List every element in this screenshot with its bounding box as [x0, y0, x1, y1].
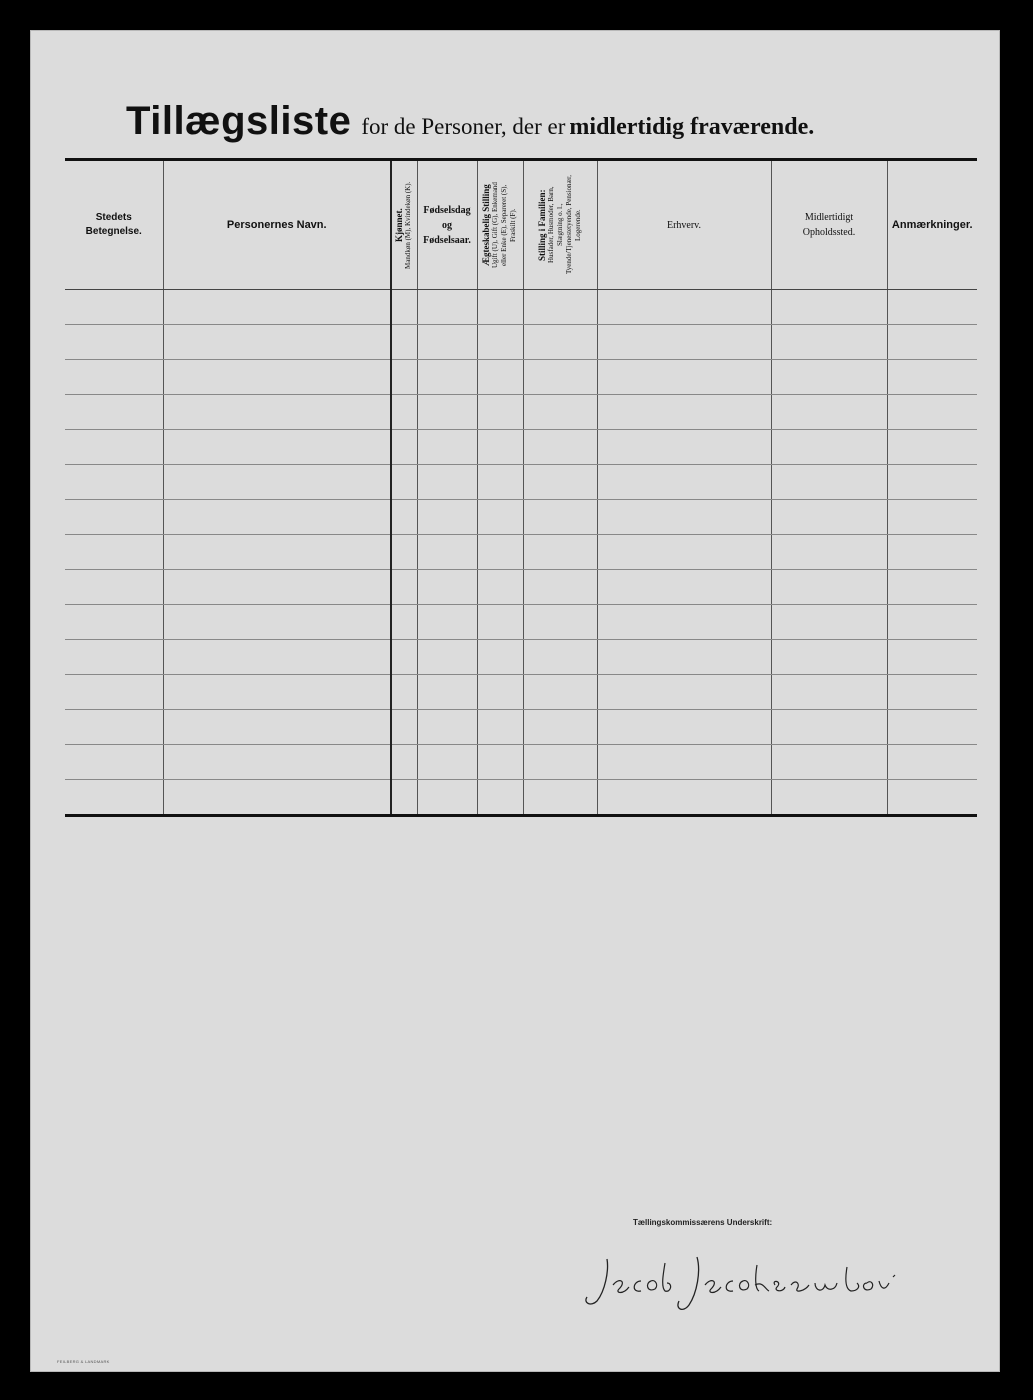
title-main: Tillægsliste [126, 99, 352, 143]
table-cell[interactable] [523, 640, 597, 675]
anm-label: Anmærkninger. [891, 219, 973, 231]
table-cell[interactable] [887, 465, 977, 500]
kjon-line2: Mandkøn (M), Kvindekøn (K). [404, 181, 413, 269]
table-cell[interactable] [887, 570, 977, 605]
table-cell[interactable] [417, 710, 477, 745]
table-cell[interactable] [417, 535, 477, 570]
aegteskab-line1: Ægteskabelig Stilling [481, 184, 491, 266]
table-cell[interactable] [597, 570, 771, 605]
table-row [65, 395, 977, 430]
table-cell[interactable] [391, 465, 417, 500]
table-cell[interactable] [65, 535, 163, 570]
title-end: midlertidig fraværende. [569, 114, 815, 140]
table-cell[interactable] [163, 570, 391, 605]
table-cell[interactable] [65, 465, 163, 500]
table-cell[interactable] [477, 710, 523, 745]
table-cell[interactable] [523, 325, 597, 360]
table-cell[interactable] [65, 500, 163, 535]
fodsel-line3: Fødselsaar. [423, 234, 471, 246]
table-row [65, 465, 977, 500]
col-header-navn [163, 160, 391, 290]
table-cell[interactable] [771, 395, 887, 430]
aegteskab-line2: Ugift (U), Gift (G), Enkemand [491, 182, 499, 268]
table-cell[interactable] [597, 500, 771, 535]
table-cell[interactable] [391, 640, 417, 675]
familie-line2: Husfader, Husmoder, Barn, [546, 186, 555, 264]
table-cell[interactable] [391, 360, 417, 395]
table-cell[interactable] [887, 605, 977, 640]
table-cell[interactable] [523, 570, 597, 605]
table-cell[interactable] [597, 780, 771, 816]
table-cell[interactable] [391, 605, 417, 640]
table-cell[interactable] [523, 675, 597, 710]
table-cell[interactable] [391, 535, 417, 570]
table-cell[interactable] [771, 570, 887, 605]
table-cell[interactable] [771, 360, 887, 395]
table-cell[interactable] [887, 535, 977, 570]
table-cell[interactable] [771, 325, 887, 360]
table-cell[interactable] [417, 395, 477, 430]
col-header-stedets [65, 160, 163, 290]
table-cell[interactable] [477, 360, 523, 395]
col-header-familie [523, 160, 597, 290]
table-cell[interactable] [887, 360, 977, 395]
table-cell[interactable] [477, 395, 523, 430]
table-row [65, 780, 977, 816]
table-cell[interactable] [523, 605, 597, 640]
aegteskab-line3: eller Enke (E), Separeret (S), [500, 184, 508, 266]
familie-line1: Stilling i Familien: [536, 189, 547, 261]
table-cell[interactable] [65, 395, 163, 430]
table-body [65, 290, 977, 816]
table-cell[interactable] [65, 640, 163, 675]
table-cell[interactable] [65, 290, 163, 325]
table-cell[interactable] [597, 675, 771, 710]
col-header-anm [887, 160, 977, 290]
table-cell[interactable] [163, 675, 391, 710]
table-cell[interactable] [417, 325, 477, 360]
table-cell[interactable] [523, 430, 597, 465]
table-cell[interactable] [887, 430, 977, 465]
table-cell[interactable] [887, 325, 977, 360]
title-middle: for de Personer, der er [361, 114, 566, 139]
table-cell[interactable] [391, 430, 417, 465]
table-cell[interactable] [65, 675, 163, 710]
table-row [65, 325, 977, 360]
table-row [65, 745, 977, 780]
table-cell[interactable] [417, 360, 477, 395]
table-cell[interactable] [163, 290, 391, 325]
absentee-table [65, 158, 977, 817]
familie-line4: Tyende/Tjenestetyende, Pensionær, [564, 175, 573, 275]
table-cell[interactable] [523, 710, 597, 745]
table-cell[interactable] [887, 710, 977, 745]
table-cell[interactable] [65, 570, 163, 605]
table-cell[interactable] [597, 395, 771, 430]
table-cell[interactable] [597, 710, 771, 745]
table-cell[interactable] [597, 290, 771, 325]
table-cell[interactable] [887, 780, 977, 816]
table-cell[interactable] [417, 430, 477, 465]
table-cell[interactable] [391, 325, 417, 360]
table-row [65, 605, 977, 640]
table-cell[interactable] [391, 675, 417, 710]
census-form-sheet [30, 30, 1000, 1372]
table-cell[interactable] [65, 745, 163, 780]
table-row [65, 535, 977, 570]
table-cell[interactable] [163, 500, 391, 535]
table-cell[interactable] [391, 290, 417, 325]
table-cell[interactable] [771, 675, 887, 710]
table-row [65, 675, 977, 710]
header-row [65, 160, 977, 290]
table-cell[interactable] [597, 535, 771, 570]
table-cell[interactable] [771, 465, 887, 500]
table-cell[interactable] [887, 395, 977, 430]
table-cell[interactable] [163, 395, 391, 430]
table-cell[interactable] [771, 780, 887, 816]
table-cell[interactable] [523, 290, 597, 325]
table-cell[interactable] [391, 570, 417, 605]
table-cell[interactable] [417, 290, 477, 325]
table-cell[interactable] [163, 710, 391, 745]
table-cell[interactable] [163, 430, 391, 465]
form-title [126, 99, 946, 144]
table-row [65, 290, 977, 325]
table-cell[interactable] [65, 360, 163, 395]
table-cell[interactable] [163, 605, 391, 640]
table-cell[interactable] [597, 745, 771, 780]
table-cell[interactable] [417, 745, 477, 780]
table-cell[interactable] [887, 675, 977, 710]
table-cell[interactable] [771, 430, 887, 465]
col-header-aegteskab [477, 160, 523, 290]
table-cell[interactable] [523, 500, 597, 535]
table-cell[interactable] [163, 745, 391, 780]
table-cell[interactable] [417, 640, 477, 675]
stedets-line2: Betegnelse. [85, 226, 142, 237]
familie-line3: Slægtning o. l., [555, 203, 564, 247]
table-cell[interactable] [477, 745, 523, 780]
table-cell[interactable] [163, 360, 391, 395]
table-cell[interactable] [163, 780, 391, 816]
fodsel-line1: Fødselsdag [423, 204, 471, 216]
ophold-line1: Midlertidigt [804, 212, 854, 223]
table-cell[interactable] [477, 605, 523, 640]
table-cell[interactable] [477, 325, 523, 360]
table-cell[interactable] [477, 570, 523, 605]
table-cell[interactable] [65, 780, 163, 816]
table-cell[interactable] [887, 745, 977, 780]
table-cell[interactable] [163, 535, 391, 570]
table-cell[interactable] [771, 535, 887, 570]
table-cell[interactable] [65, 605, 163, 640]
table-cell[interactable] [391, 500, 417, 535]
table-cell[interactable] [163, 640, 391, 675]
table-row [65, 360, 977, 395]
table-cell[interactable] [417, 780, 477, 816]
erhverv-label: Erhverv. [666, 219, 702, 231]
table-cell[interactable] [771, 290, 887, 325]
table-cell[interactable] [597, 465, 771, 500]
table-row [65, 640, 977, 675]
table-cell[interactable] [477, 640, 523, 675]
table-cell[interactable] [391, 745, 417, 780]
table-row [65, 570, 977, 605]
navn-label: Personernes Navn. [226, 219, 327, 231]
table-cell[interactable] [887, 640, 977, 675]
table-cell[interactable] [887, 290, 977, 325]
table-cell[interactable] [477, 465, 523, 500]
col-header-erhverv [597, 160, 771, 290]
col-header-ophold [771, 160, 887, 290]
table-cell[interactable] [417, 605, 477, 640]
table-cell[interactable] [391, 710, 417, 745]
table-cell[interactable] [523, 360, 597, 395]
table-cell[interactable] [477, 780, 523, 816]
table-cell[interactable] [163, 325, 391, 360]
stedets-line1: Stedets [95, 212, 132, 223]
fodsel-line2: og [442, 219, 452, 231]
table-row [65, 430, 977, 465]
table-cell[interactable] [391, 395, 417, 430]
table-cell[interactable] [417, 675, 477, 710]
table-cell[interactable] [65, 325, 163, 360]
table-cell[interactable] [523, 535, 597, 570]
col-header-kjon [391, 160, 417, 290]
table-cell[interactable] [887, 500, 977, 535]
table-cell[interactable] [391, 780, 417, 816]
table-cell[interactable] [597, 640, 771, 675]
col-header-fodsel [417, 160, 477, 290]
table-cell[interactable] [597, 360, 771, 395]
table-row [65, 710, 977, 745]
table-cell[interactable] [65, 430, 163, 465]
table-cell[interactable] [597, 325, 771, 360]
table-cell[interactable] [65, 710, 163, 745]
table-cell[interactable] [417, 570, 477, 605]
table-cell[interactable] [771, 605, 887, 640]
table-cell[interactable] [597, 430, 771, 465]
table-cell[interactable] [477, 290, 523, 325]
familie-line5: Logerende. [573, 209, 582, 241]
ophold-line2: Opholdssted. [802, 227, 856, 238]
signature-label: Tællingskommissærens Underskrift: [633, 1218, 773, 1227]
table-cell[interactable] [523, 745, 597, 780]
table-cell[interactable] [477, 675, 523, 710]
kjon-line1: Kjønnet. [394, 208, 405, 242]
table-cell[interactable] [771, 710, 887, 745]
table-row [65, 500, 977, 535]
handwritten-signature [579, 1241, 909, 1321]
table-cell[interactable] [417, 500, 477, 535]
table-cell[interactable] [477, 535, 523, 570]
table-cell[interactable] [771, 640, 887, 675]
table-cell[interactable] [597, 605, 771, 640]
table-cell[interactable] [771, 500, 887, 535]
table-cell[interactable] [417, 465, 477, 500]
table-cell[interactable] [477, 430, 523, 465]
table-cell[interactable] [771, 745, 887, 780]
table-cell[interactable] [523, 395, 597, 430]
table-cell[interactable] [163, 465, 391, 500]
printer-mark: FEILBERG & LANDMARK [57, 1359, 110, 1364]
table-cell[interactable] [523, 465, 597, 500]
table-cell[interactable] [477, 500, 523, 535]
aegteskab-line4: Fraskilt (F). [509, 208, 517, 242]
table-cell[interactable] [523, 780, 597, 816]
